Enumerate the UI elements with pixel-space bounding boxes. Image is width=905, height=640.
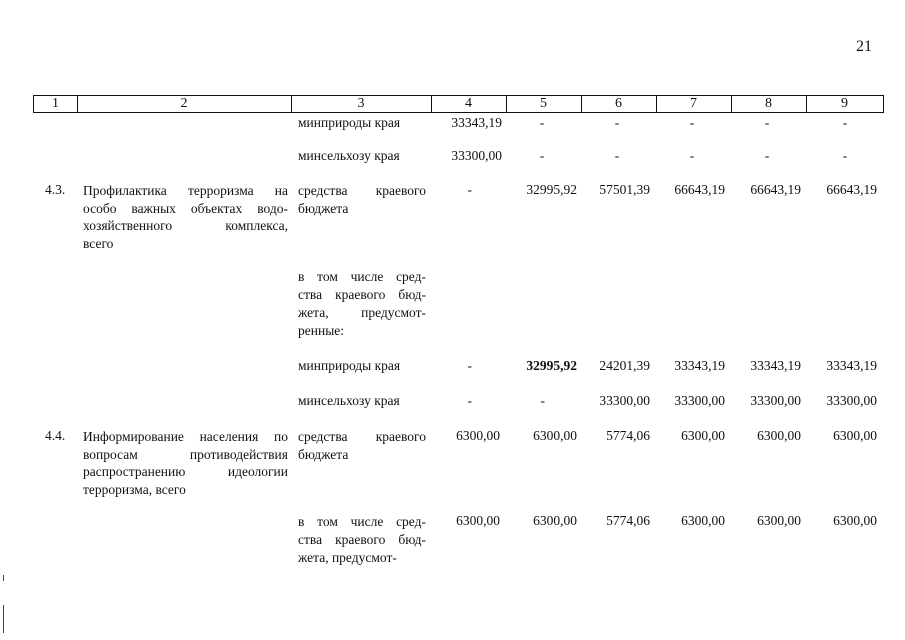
value-cell: -	[614, 148, 620, 163]
row-number: 4.4.	[45, 428, 66, 443]
source-cell	[298, 428, 426, 464]
value-cell: -	[467, 358, 472, 373]
item-name-line: хозяйственного комплекса,	[83, 218, 288, 233]
value-cell: 5774,06	[606, 513, 650, 528]
value-cell: 33300,00	[750, 393, 801, 408]
value-cell: 33300,00	[826, 393, 877, 408]
header-col-8: 8	[765, 96, 772, 111]
header-col-2: 2	[180, 96, 188, 111]
value-cell: 33300,00	[451, 148, 502, 163]
source-cell	[298, 268, 426, 340]
page-number: 21	[856, 38, 872, 55]
value-cell: 33343,19	[826, 358, 877, 373]
source-line: бюджета	[298, 201, 349, 216]
item-name-line: Профилактика терроризма на	[83, 183, 288, 198]
source-line: ства краевого бюд-	[298, 532, 426, 547]
source-line: жета, предусмот-	[298, 305, 426, 320]
value-cell: 66643,19	[826, 182, 877, 197]
value-cell: 32995,92	[526, 182, 577, 197]
header-col-9: 9	[841, 96, 848, 111]
item-name-line: вопросам противодействия	[83, 446, 288, 462]
source-line: бюджета	[298, 447, 349, 462]
value-cell: 32995,92	[526, 358, 577, 373]
value-cell: 6300,00	[757, 513, 801, 528]
value-cell: 6300,00	[833, 513, 877, 528]
value-cell: 6300,00	[757, 428, 801, 443]
value-cell: 33300,00	[599, 393, 650, 408]
source-cell: минсельхозу края	[298, 393, 400, 408]
table-header-row	[33, 95, 884, 113]
source-line: ства краевого бюд-	[298, 287, 426, 302]
header-col-1: 1	[52, 96, 59, 111]
source-cell: минсельхозу края	[298, 148, 400, 163]
value-cell: -	[539, 148, 545, 163]
value-cell: -	[614, 115, 620, 130]
value-cell: 6300,00	[833, 428, 877, 443]
header-col-7: 7	[690, 96, 697, 111]
source-cell: минприроды края	[298, 115, 401, 130]
value-cell: 6300,00	[456, 513, 500, 528]
item-name-line: распространению идеологии	[83, 464, 288, 479]
header-col-6: 6	[615, 96, 622, 111]
value-cell: 6300,00	[681, 428, 725, 443]
value-cell: -	[540, 393, 545, 408]
source-cell: минприроды края	[298, 358, 401, 373]
row-number: 4.3.	[45, 182, 66, 197]
source-line: в том числе сред-	[298, 514, 426, 529]
value-cell: -	[467, 393, 472, 408]
value-cell: 33343,19	[451, 115, 502, 130]
source-line: ренные:	[298, 323, 345, 338]
value-cell: 66643,19	[750, 182, 801, 197]
header-col-3: 3	[357, 96, 365, 111]
header-col-4: 4	[465, 96, 472, 111]
item-name-line: Информирование населения по	[83, 429, 288, 444]
scan-mark	[3, 605, 4, 633]
value-cell: 5774,06	[606, 428, 650, 443]
value-cell: -	[689, 115, 695, 130]
value-cell: 33343,19	[674, 358, 725, 373]
value-cell: -	[842, 115, 848, 130]
item-name	[83, 428, 288, 498]
value-cell: 57501,39	[599, 182, 650, 197]
value-cell: 24201,39	[599, 358, 650, 373]
header-col-5: 5	[540, 96, 547, 111]
value-cell: 6300,00	[533, 513, 577, 528]
item-name-line: особо важных объектах водо-	[83, 200, 288, 216]
value-cell: 66643,19	[674, 182, 725, 197]
source-line: в том числе сред-	[298, 269, 426, 284]
value-cell: 6300,00	[533, 428, 577, 443]
value-cell: 33343,19	[750, 358, 801, 373]
item-name	[83, 182, 288, 252]
source-line: средства краевого	[298, 183, 426, 198]
value-cell: -	[467, 182, 472, 197]
value-cell: -	[764, 115, 770, 130]
item-name-line: всего	[83, 235, 114, 251]
source-line: жета, предусмот-	[298, 550, 397, 565]
value-cell: -	[539, 115, 545, 130]
value-cell: 33300,00	[674, 393, 725, 408]
value-cell: -	[764, 148, 770, 163]
value-cell: -	[842, 148, 848, 163]
value-cell: 6300,00	[681, 513, 725, 528]
source-cell	[298, 513, 426, 567]
scan-mark	[3, 575, 4, 581]
source-line: средства краевого	[298, 429, 426, 444]
item-name-line: терроризма, всего	[83, 481, 186, 497]
value-cell: -	[689, 148, 695, 163]
value-cell: 6300,00	[456, 428, 500, 443]
